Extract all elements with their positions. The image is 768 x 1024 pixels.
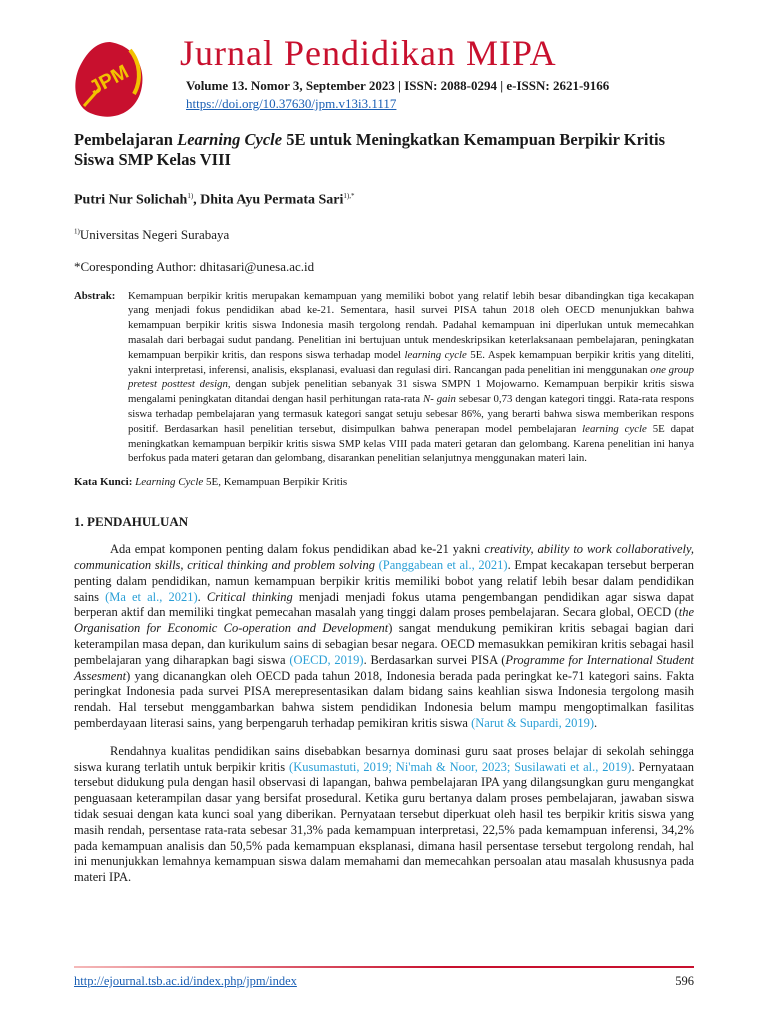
citation-link[interactable]: (Narut & Supardi, 2019)	[471, 715, 594, 730]
abstract-text: Kemampuan berpikir kritis merupakan kemampuan yang memiliki bobot yang relatif lebih besar dibandingkan tiga kecakapan yang menjadi fokus pendidikan abad ke-21. Sementara, hasil survei PISA tahun 2018 oleh OECD menunjukkan bahwa kemampuan berpikir kritis siswa Indonesia masih tergolong rendah. Padahal kemampuan ini diperlukan untuk memecahkan masalah dari berbagai sudut pandang. Penelitian ini bertujuan untuk mendeskripsikan keterlaksanaan pembelajaran, peningkatan kemampuan berpikir kritis, dan respons siswa terhadap model learning cycle 5E. Aspek kemampuan berpikir kritis yang diteliti, yakni interpretasi, inferensi, analisis, eksplanasi, evaluasi dan regulasi diri. Rancangan pada penelitian ini menggunakan one group pretest posttest design, dengan subjek penelitian sebanyak 31 siswa SMPN 1 Mojowarno. Kemampuan berpikir kritis siswa mengalami peningkatan ditandai dengan hasil perhitungan rata-rata N- gain sebesar 0,73 dengan kategori tinggi. Rata-rata respons siswa terhadap pembelajaran yang termasuk kategori sangat setuju sebesar 86%, yang berarti bahwa siswa memberikan respons positif. Berdasarkan hasil penelitian tersebut, disimpulkan bahwa penerapan model pembelajaran learning cycle 5E dapat meningkatkan kemampuan berpikir kritis siswa SMP kelas VIII pada materi getaran dan gelombang. Karena penelitian ini hanya berfokus pada materi getaran dan gelombang, disarankan penelitian selanjutnya menggunakan materi lain.	[128, 289, 695, 465]
citation-link[interactable]: (Panggabean et al., 2021)	[378, 558, 508, 573]
citation-link[interactable]: (Ma et al., 2021)	[105, 589, 198, 604]
journal-title: Jurnal Pendidikan MIPA	[180, 33, 557, 73]
page-number: 596	[675, 974, 694, 988]
author-name: Putri Nur Solichah	[74, 192, 188, 208]
logo-text: JPM	[85, 60, 133, 100]
volume-line: Volume 13. Nomor 3, September 2023 | ISSN: 2088-0294 | e-ISSN: 2621-9166	[186, 78, 610, 93]
citation-link[interactable]: (OECD, 2019)	[289, 652, 364, 667]
abstract	[74, 289, 694, 467]
citation-link[interactable]: (Kusumastuti, 2019; Ni'mah & Noor, 2023; Susilawati et al., 2019)	[289, 759, 632, 774]
doi-link[interactable]: https://doi.org/10.37630/jpm.v13i3.1117	[186, 96, 397, 111]
corresponding-author: *Coresponding Author: dhitasari@unesa.ac.id	[74, 258, 315, 274]
abstract-label: Abstrak:	[74, 289, 116, 302]
doi-line	[186, 96, 396, 112]
journal-header	[70, 32, 700, 120]
journal-logo-icon	[70, 36, 150, 122]
paragraph: Ada empat komponen penting dalam fokus pendidikan abad ke-21 yakni creativity, ability to work collaboratively, communication skills, critical thinking and problem solving (Panggabean et al., 2021). Empat kecakapan tersebut berperan penting dalam pendidikan, namun kemampuan berpikir kritis memiliki bobot yang relatif lebih besar dalam pendidikan sains (Ma et al., 2021). Critical thinking menjadi menjadi fokus utama pengembangan pendidikan agar siswa dapat berperan aktif dan memiliki tingkat pemecahan masalah yang tinggi dalam proses pembelajaran. Secara global, OECD (the Organisation for Economic Co-operation and Development) sangat mendukung pemikiran kritis sebagai bagian dari keterampilan masa depan, dan kurikulum sains di sebagian besar negara. OECD memasukkan pemikiran kritis sebagai hasil pembelajaran yang diharapkan bagi siswa (OECD, 2019). Berdasarkan survei PISA (Programme for International Student Assesment) yang dicanangkan oleh OECD pada tahun 2018, Indonesia berada pada peringkat ke-71 kategori sains. Fakta peringkat Indonesia pada survei PISA merepresentasikan dalam bidang sains keahlian siswa Indonesia tergolong masih rendah. Hal tersebut menggambarkan bahwa sistem pendidikan Indonesia belum mampu mengoptimalkan fasilitas pemberdayaan literasi sains, yang berpengaruh terhadap pemikiran kritis siswa (Narut & Supardi, 2019).	[74, 542, 695, 730]
author-list: Putri Nur Solichah$^{1)}$, Dhita Ayu Permata Sari$^{1),*}$	[74, 192, 355, 208]
author-name: Dhita Ayu Permata Sari	[200, 192, 344, 208]
paragraph: Rendahnya kualitas pendidikan sains disebabkan besarnya dominasi guru saat proses belajar di sekolah sehingga siswa kurang terlatih untuk berpikir kritis (Kusumastuti, 2019; Ni'mah & Noor, 2023; Susilawati et al., 2019). Pernyataan tersebut didukung pula dengan hasil observasi di lapangan, bahwa pembelajaran IPA yang dilangsungkan guru mengangkat penguasaan keterampilan dasar yang bersifat prosedural. Ketika guru bertanya dalam proses pembelajaran, jawaban siswa tidak sesuai dengan kata kunci soal yang diberikan. Pernyataan tersebut diperkuat oleh hasil tes berpikir kritis siswa yang masih rendah, persentase rata-rata sebesar 31,3% pada kemampuan interpretasi, 22,5% pada kemampuan inferensi, 34,2% pada kemampuan analisis dan 50,5% pada kemampuan eksplanasi, dimana hasil persentase tersebut tergolong rendah, hal ini menunjukkan lemahnya kemampuan siswa dalam memahami dan memecahkan persoalan atau masalah khususnya pada materi IPA.	[74, 743, 694, 885]
keywords: Kata Kunci: Learning Cycle 5E, Kemampuan Berpikir Kritis	[74, 476, 348, 489]
article-title: Pembelajaran Learning Cycle 5E untuk Meningkatkan Kemampuan Berpikir Kritis Siswa SMP Kelas VIII	[74, 130, 665, 169]
footer-divider	[74, 966, 694, 968]
affiliation: $^{1)}$Universitas Negeri Surabaya	[74, 226, 230, 242]
section-heading: 1. PENDAHULUAN	[74, 514, 189, 530]
page-footer	[74, 966, 694, 989]
article-body	[74, 130, 694, 886]
journal-url-link[interactable]: http://ejournal.tsb.ac.id/index.php/jpm/index	[74, 974, 297, 988]
